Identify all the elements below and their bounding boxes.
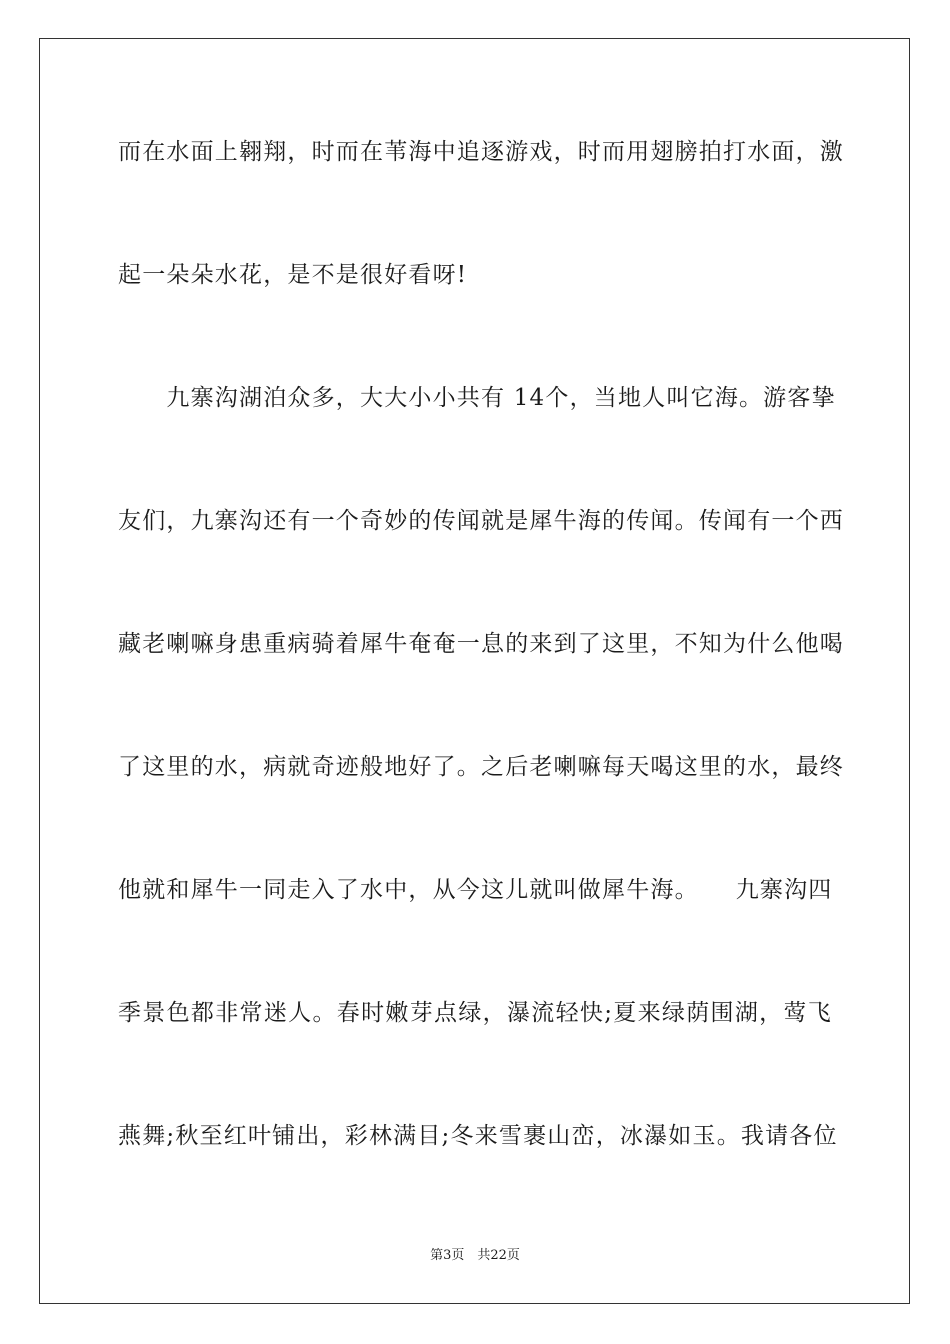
- text-line: 季景色都非常迷人。春时嫩芽点绿，瀑流轻快;夏来绿荫围湖，莺飞: [118, 1000, 832, 1026]
- text-line: 起一朵朵水花，是不是很好看呀!: [118, 262, 468, 288]
- page-border: [39, 38, 910, 1304]
- text-line: 而在水面上翱翔，时而在苇海中追逐游戏，时而用翅膀拍打水面，激: [118, 139, 844, 165]
- page-number-footer: 第3页 共22页: [430, 1248, 520, 1263]
- text-line: 他就和犀牛一同走入了水中，从今这儿就叫做犀牛海。 九寨沟四: [118, 877, 833, 903]
- text-line: 友们，九寨沟还有一个奇妙的传闻就是犀牛海的传闻。传闻有一个西: [118, 508, 844, 534]
- text-line: 九寨沟湖泊众多，大大小小共有 14个，当地人叫它海。游客挚: [118, 385, 836, 411]
- text-line: 了这里的水，病就奇迹般地好了。之后老喇嘛每天喝这里的水，最终: [118, 754, 844, 780]
- text-line: 藏老喇嘛身患重病骑着犀牛奄奄一息的来到了这里，不知为什么他喝: [118, 631, 844, 657]
- text-line: 燕舞;秋至红叶铺出，彩林满目;冬来雪裹山峦，冰瀑如玉。我请各位: [118, 1123, 838, 1149]
